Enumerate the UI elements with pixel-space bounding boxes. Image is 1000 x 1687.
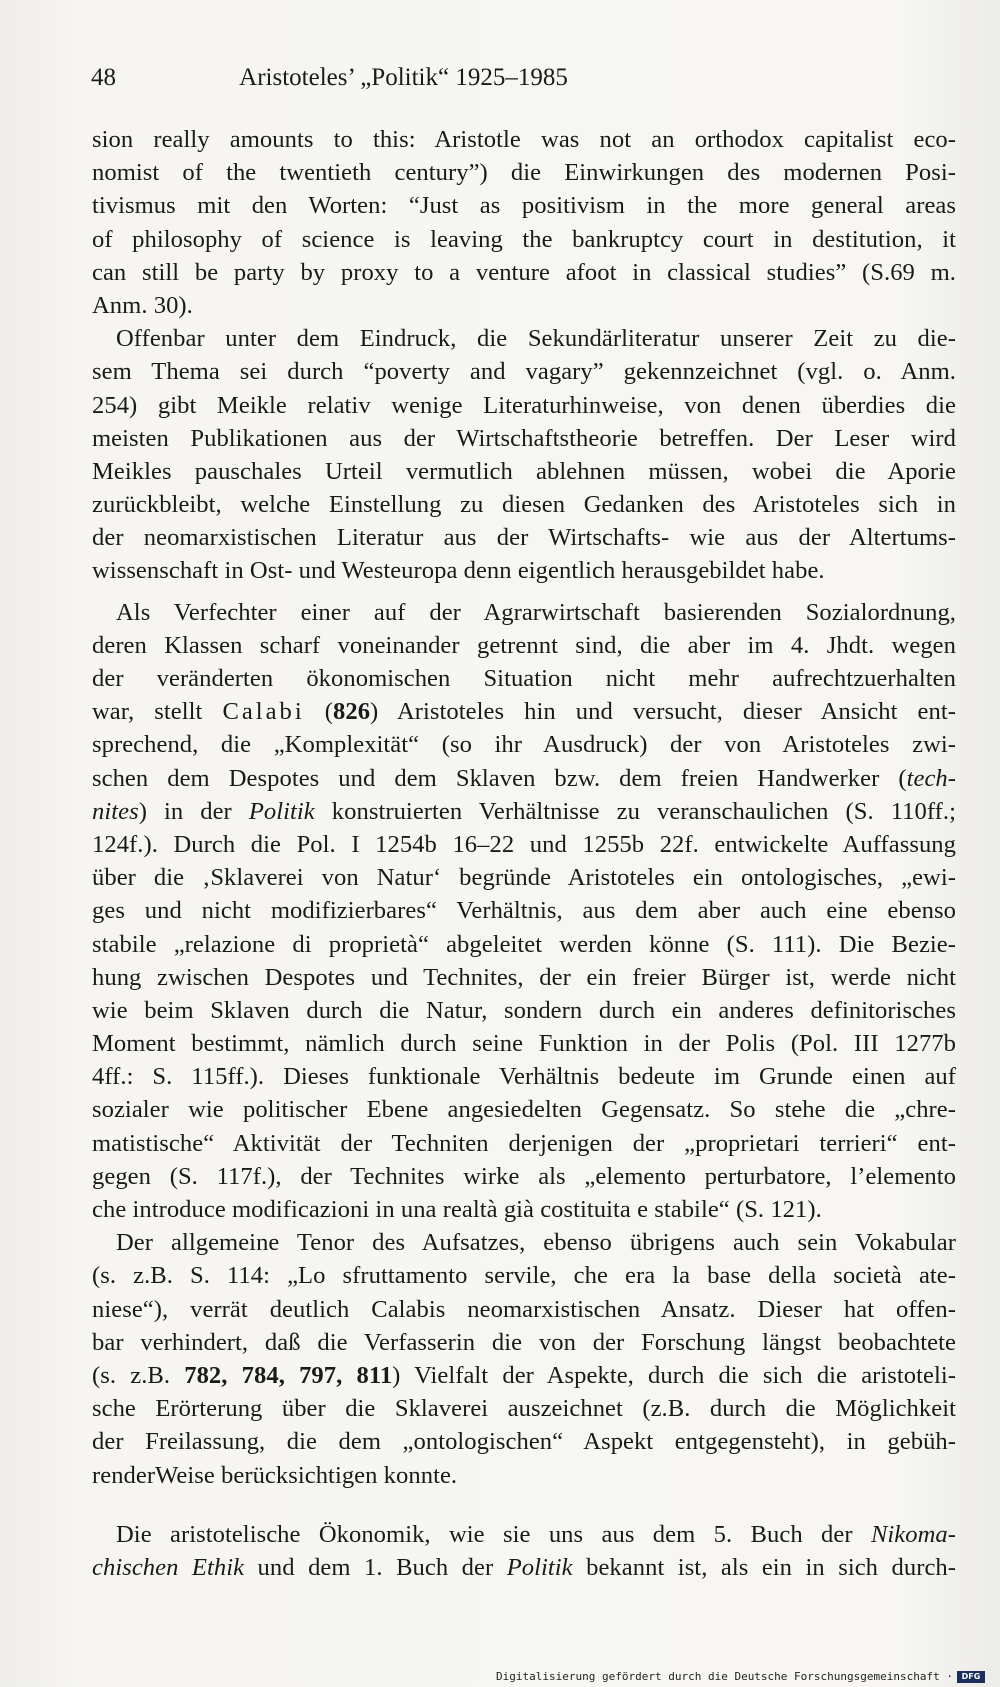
text-line [92, 695, 956, 728]
text-line: Als Verfechter einer auf der Agrarwirtschaft basierenden Sozialordnung, [116, 598, 956, 626]
italic-term: nites [92, 797, 139, 825]
text-line [92, 762, 956, 795]
italic-title: chischen Ethik [92, 1553, 245, 1581]
digitization-credit [496, 1670, 985, 1683]
text-line: Offenbar unter dem Eindruck, die Sekundärliteratur unserer Zeit zu die- [116, 325, 956, 353]
text-line: meisten Publikationen aus der Wirtschaftstheorie betreffen. Der Leser wird [92, 424, 956, 452]
text-line [92, 795, 956, 828]
text-line: sion really amounts to this: Aristotle was not an orthodox capitalist eco- [92, 126, 956, 153]
text-line: Anm. 30). [92, 291, 193, 319]
section-gap [92, 1492, 956, 1518]
page-header [91, 60, 716, 96]
dfg-logo: DFG [957, 1671, 985, 1683]
text-line: che introduce modificazioni in una realtà già costituita e stabile“ (S. 121). [92, 1196, 822, 1223]
text-line [92, 1359, 956, 1392]
text-line: der Freilassung, die dem „ontologischen“ Aspekt entgegensteht), in gebüh- [92, 1428, 956, 1456]
text-segment: ) Aristoteles hin und versucht, dieser Ansicht ent- [370, 698, 956, 726]
text-line: über die ‚Sklaverei von Natur‘ begründe Aristoteles ein ontologisches, „ewi- [92, 864, 956, 892]
text-segment: (s. z.B. [92, 1361, 185, 1389]
italic-title: Nikoma- [870, 1520, 956, 1548]
text-line: nomist of the twentieth century”) die Einwirkungen des modernen Posi- [92, 159, 956, 187]
text-line: gegen (S. 117f.), der Technites wirke als „elemento perturbatore, l’elemento [92, 1162, 956, 1190]
text-line: wie beim Sklaven durch die Natur, sondern durch ein anderes definitorisches [92, 996, 956, 1024]
text-segment: bekannt ist, als ein in sich durch- [572, 1553, 956, 1581]
text-segment: ( [304, 698, 333, 726]
text-segment: konstruierten Verhältnisse zu veranschaulichen (S. 110ff.; [314, 797, 956, 825]
text-line: Meikles pauschales Urteil vermutlich ablehnen müssen, wobei die Aporie [92, 457, 956, 485]
page-number: 48 [91, 64, 116, 91]
reference-number: 826 [333, 698, 371, 726]
text-line: wissenschaft in Ost- und Westeuropa denn eigentlich herausgebildet habe. [92, 557, 825, 585]
reference-numbers: 782, 784, 797, 811 [184, 1361, 393, 1389]
text-segment: Die aristotelische Ökonomik, wie sie uns aus dem 5. Buch der [116, 1520, 871, 1548]
text-line: deren Klassen scharf voneinander getrennt sind, die aber im 4. Jhdt. wegen [92, 631, 956, 659]
text-line: Moment bestimmt, nämlich durch seine Funktion in der Polis (Pol. III 1277b [92, 1030, 956, 1058]
text-segment: und dem 1. Buch der [244, 1553, 507, 1581]
text-line: sche Erörterung über die Sklaverei auszeichnet (z.B. durch die Möglichkeit [92, 1395, 956, 1423]
text-line: (s. z.B. S. 114: „Lo sfruttamento servile, che era la base della società ate- [92, 1262, 956, 1290]
italic-term: tech- [906, 764, 956, 792]
credit-text: Digitalisierung gefördert durch die Deutsche Forschungsgemeinschaft · [496, 1670, 953, 1683]
text-line: der veränderten ökonomischen Situation nicht mehr aufrechtzuerhalten [92, 665, 956, 692]
text-line: Der allgemeine Tenor des Aufsatzes, ebenso übrigens auch sein Vokabular [116, 1229, 956, 1257]
text-line: can still be party by proxy to a venture afoot in classical studies” (S.69 m. [92, 258, 956, 286]
text-line: 124f.). Durch die Pol. I 1254b 16–22 und 1255b 22f. entwickelte Auffassung [92, 830, 956, 858]
text-line: renderWeise berücksichtigen konnte. [92, 1461, 458, 1489]
text-line: 254) gibt Meikle relativ wenige Literaturhinweise, von denen überdies die [92, 391, 956, 419]
text-line: sprechend, die „Komplexität“ (so ihr Ausdruck) der von Aristoteles zwi- [92, 731, 956, 759]
body-text [92, 123, 956, 1584]
text-line: 4ff.: S. 115ff.). Dieses funktionale Verhältnis bedeute im Grunde einen auf [92, 1063, 956, 1091]
text-line: ges und nicht modifizierbares“ Verhältnis, aus dem aber auch eine ebenso [92, 897, 956, 925]
text-line: sozialer wie politischer Ebene angesiedelten Gegensatz. So stehe die „chre- [92, 1096, 956, 1124]
text-line: hung zwischen Despotes und Technites, der ein freier Bürger ist, werde nicht [92, 963, 956, 991]
text-line: zurückbleibt, welche Einstellung zu diesen Gedanken des Aristoteles sich in [92, 491, 956, 519]
text-line: matistische“ Aktivität der Techniten derjenigen der „proprietari terrieri“ ent- [92, 1129, 956, 1157]
text-segment: ) Vielfalt der Aspekte, durch die sich die aristoteli- [392, 1361, 956, 1389]
text-line: der neomarxistischen Literatur aus der Wirtschafts- wie aus der Altertums- [92, 524, 956, 552]
text-line [92, 1551, 956, 1584]
text-segment: ) in der [138, 797, 249, 825]
running-head: Aristoteles’ „Politik“ 1925–1985 [239, 64, 568, 91]
text-line [92, 1518, 956, 1551]
text-line: tivismus mit den Worten: “Just as positivism in the more general areas [92, 192, 956, 220]
paragraph-gap [92, 588, 956, 596]
text-line: bar verhindert, daß die Verfasserin die von der Forschung längst beobachtete [92, 1328, 956, 1356]
italic-title: Politik [248, 797, 315, 825]
text-line: of philosophy of science is leaving the bankruptcy court in destitution, it [92, 225, 956, 253]
italic-title: Politik [506, 1553, 573, 1581]
text-line: niese“), verrät deutlich Calabis neomarxistischen Ansatz. Dieser hat offen- [92, 1295, 956, 1323]
text-line: sem Thema sei durch “poverty and vagary” gekennzeichnet (vgl. o. Anm. [92, 358, 956, 386]
text-line: stabile „relazione di proprietà“ abgeleitet werden könne (S. 111). Die Bezie- [92, 930, 956, 958]
text-segment: war, stellt [92, 698, 223, 726]
text-segment: schen dem Despotes und dem Sklaven bzw. dem freien Handwerker ( [92, 764, 907, 792]
author-name: Calabi [222, 698, 305, 726]
